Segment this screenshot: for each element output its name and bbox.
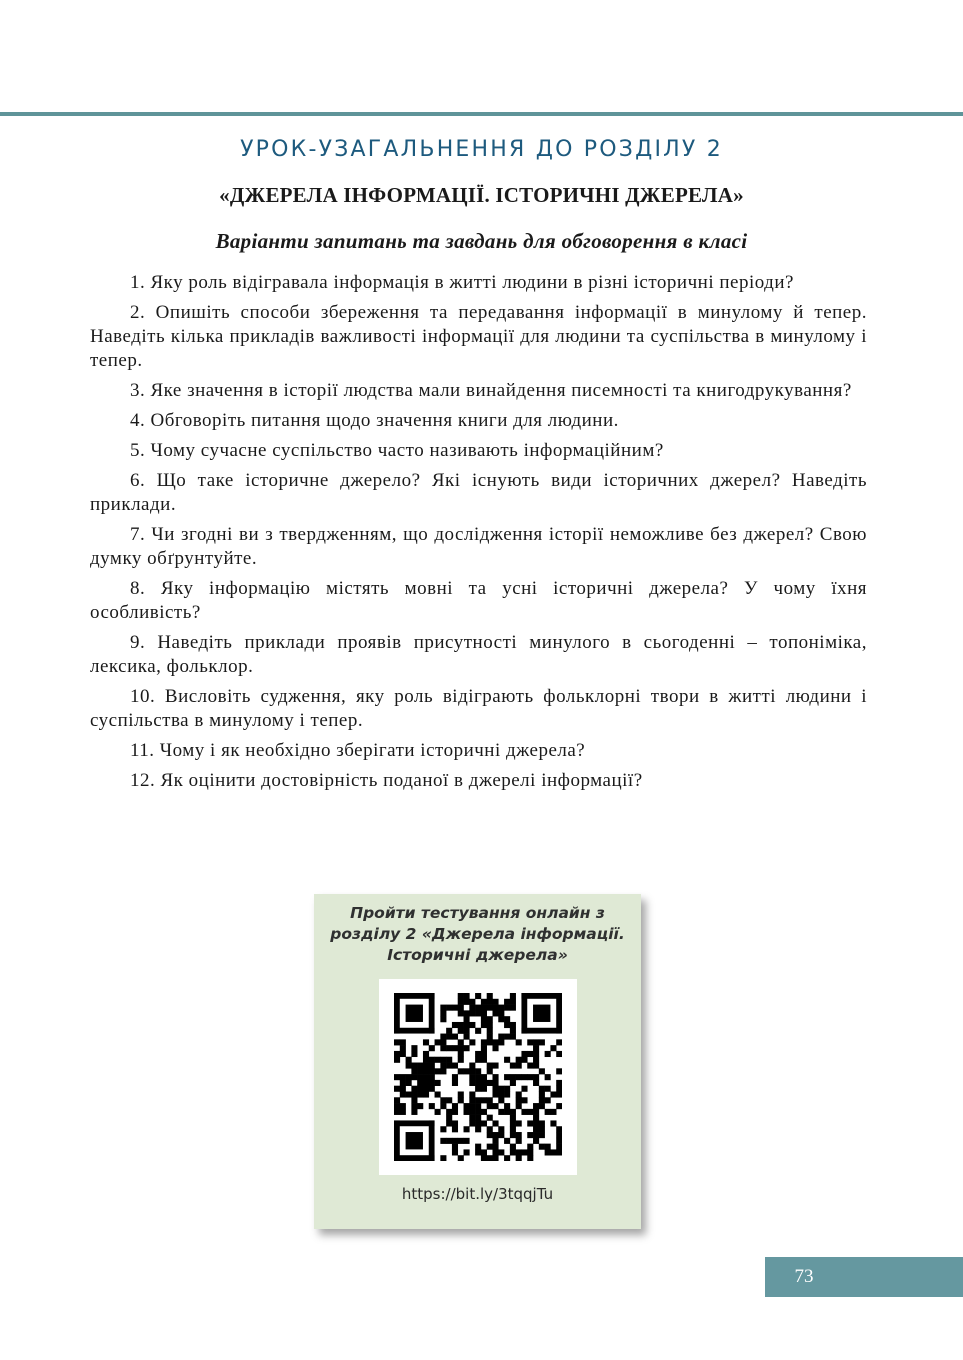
online-test-box (314, 894, 641, 1229)
question-item: 9. Наведіть приклади проявів присутності минулого в сьогоденні – топоніміка, лексика, фольклор. (90, 632, 867, 677)
qr-code-icon[interactable] (379, 979, 577, 1175)
page-number: 73 (794, 1266, 814, 1287)
qr-code-graphic (394, 993, 562, 1161)
question-item: 7. Чи згодні ви з твердженням, що дослідження історії неможливе без джерел? Свою думку обґрунтуйте. (90, 524, 867, 569)
online-test-caption-line: Пройти тестування онлайн з (350, 904, 605, 922)
question-item: 10. Висловіть судження, яку роль відіграють фольклорні твори в житті людини і суспільства в минулому і тепер. (90, 686, 867, 731)
question-item: 6. Що таке історичне джерело? Які існують види історичних джерел? Наведіть приклади. (90, 470, 867, 515)
question-list (90, 271, 867, 799)
online-test-link[interactable]: https://bit.ly/3tqqjTu (401, 1185, 554, 1203)
online-test-caption (314, 903, 641, 966)
discussion-subtitle: Варіанти запитань та завдань для обговорення в класі (215, 229, 748, 253)
online-test-caption-line: розділу 2 «Джерела інформації. (330, 925, 625, 943)
question-item: 1. Яку роль відігравала інформація в житті людини в різні історичні періоди? (130, 272, 794, 293)
question-item: 12. Як оцінити достовірність поданої в джерелі інформації? (130, 770, 643, 791)
question-item: 4. Обговоріть питання щодо значення книги для людини. (130, 410, 619, 431)
header-rule (0, 112, 963, 116)
page-number-tab (765, 1257, 963, 1297)
section-title: «ДЖЕРЕЛА ІНФОРМАЦІЇ. ІСТОРИЧНІ ДЖЕРЕЛА» (219, 183, 744, 207)
question-item: 8. Яку інформацію містять мовні та усні історичні джерела? У чому їхня особливість? (90, 578, 867, 623)
lesson-title: УРОК-УЗАГАЛЬНЕННЯ ДО РОЗДІЛУ 2 (240, 137, 723, 162)
question-item: 2. Опишіть способи збереження та передавання інформації в минулому й тепер. Наведіть кілька прикладів важливості інформації для людини та суспільства в минулому і тепер. (90, 302, 867, 371)
question-item: 3. Яке значення в історії людства мали винайдення писемності та книгодрукування? (130, 380, 852, 401)
question-item: 5. Чому сучасне суспільство часто називають інформаційним? (130, 440, 664, 461)
online-test-caption-line: Історичні джерела» (387, 946, 568, 964)
question-item: 11. Чому і як необхідно зберігати історичні джерела? (130, 740, 586, 761)
